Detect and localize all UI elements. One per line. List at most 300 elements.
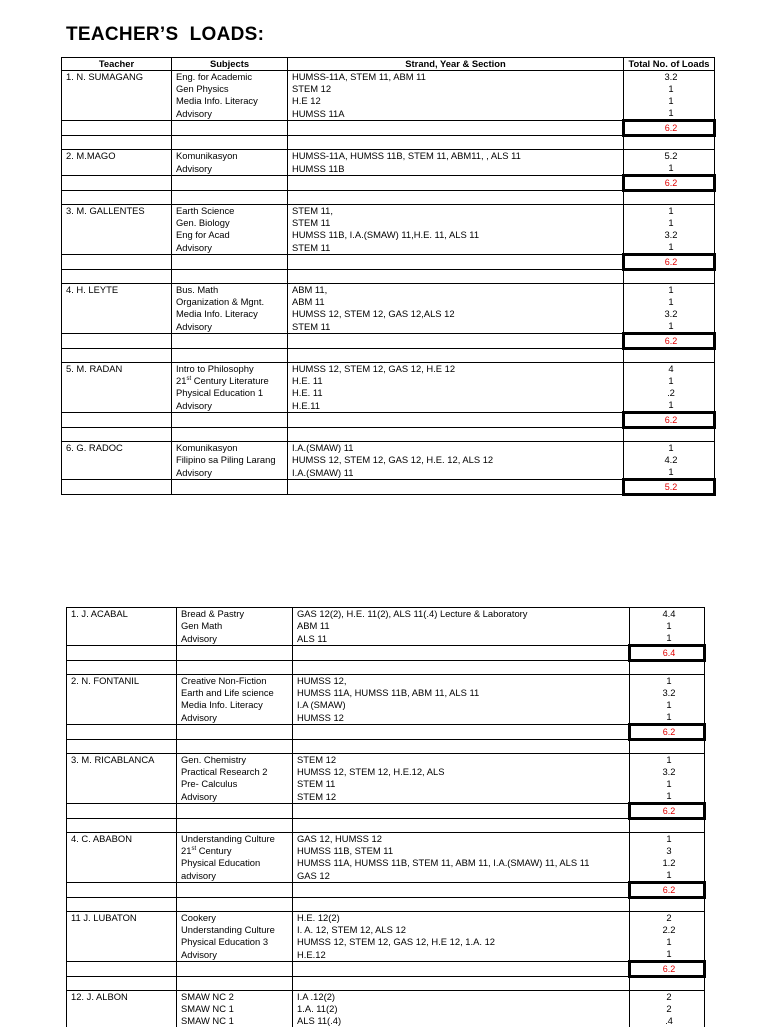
empty-cell xyxy=(177,725,293,740)
subject-cell: Advisory xyxy=(177,790,293,804)
empty-cell xyxy=(288,255,624,270)
empty-cell xyxy=(172,176,288,191)
load-cell: 1 xyxy=(624,241,715,255)
teacher-name-cell xyxy=(67,632,177,646)
empty-cell xyxy=(293,804,630,819)
empty-cell xyxy=(67,962,177,977)
spacer-row xyxy=(67,819,705,833)
strand-cell: GAS 12 xyxy=(293,869,630,883)
load-cell: 1 xyxy=(630,833,705,846)
teacher-name-cell: 1. J. ACABAL xyxy=(67,608,177,621)
teacher-name-cell xyxy=(62,308,172,320)
strand-cell: HUMSS 12, STEM 12, GAS 12, H.E. 12, ALS 12 xyxy=(288,454,624,466)
empty-cell xyxy=(288,270,624,284)
teacher-name-cell: 3. M. GALLENTES xyxy=(62,205,172,218)
table-row xyxy=(67,754,705,767)
empty-cell xyxy=(177,883,293,898)
load-cell: 1 xyxy=(624,95,715,107)
empty-cell xyxy=(177,804,293,819)
empty-cell xyxy=(67,804,177,819)
empty-cell xyxy=(62,270,172,284)
empty-cell xyxy=(630,898,705,912)
subject-cell: Filipino sa Piling Larang xyxy=(172,454,288,466)
subject-cell: Intro to Philosophy xyxy=(172,363,288,376)
teacher-name-cell xyxy=(67,687,177,699)
empty-cell xyxy=(293,962,630,977)
subject-cell: Cookery xyxy=(177,912,293,925)
table-row xyxy=(62,320,715,334)
empty-cell xyxy=(62,334,172,349)
strand-cell: STEM 12 xyxy=(293,790,630,804)
total-load-cell: 5.2 xyxy=(624,480,715,495)
teacher-name-cell: 4. H. LEYTE xyxy=(62,284,172,297)
subject-cell: Creative Non-Fiction xyxy=(177,675,293,688)
total-row xyxy=(67,883,705,898)
teacher-name-cell: 2. N. FONTANIL xyxy=(67,675,177,688)
subject-cell: Understanding Culture xyxy=(177,924,293,936)
load-cell: 1 xyxy=(630,699,705,711)
load-cell: 1 xyxy=(630,869,705,883)
total-load-cell: 6.4 xyxy=(630,646,705,661)
strand-cell: HUMSS 12, STEM 12, H.E.12, ALS xyxy=(293,766,630,778)
strand-cell: HUMSS 12, STEM 12, GAS 12,ALS 12 xyxy=(288,308,624,320)
strand-cell: HUMSS 11A, HUMSS 11B, ABM 11, ALS 11 xyxy=(293,687,630,699)
subject-cell: Komunikasyon xyxy=(172,442,288,455)
load-cell: 3.2 xyxy=(624,71,715,84)
table-row xyxy=(67,766,705,778)
empty-cell xyxy=(67,725,177,740)
load-cell: 4.2 xyxy=(624,454,715,466)
strand-cell: H.E.12 xyxy=(293,948,630,962)
subject-cell: advisory xyxy=(177,869,293,883)
load-cell: 1 xyxy=(624,162,715,176)
subject-cell: Pre- Calculus xyxy=(177,778,293,790)
empty-cell xyxy=(630,977,705,991)
strand-cell: HUMSS 11A xyxy=(288,107,624,121)
subject-cell: Eng for Acad xyxy=(172,229,288,241)
empty-cell xyxy=(172,480,288,495)
subject-cell: Gen. Chemistry xyxy=(177,754,293,767)
strand-cell: HUMSS-11A, STEM 11, ABM 11 xyxy=(288,71,624,84)
teacher-name-cell: 6. G. RADOC xyxy=(62,442,172,455)
load-cell: .4 xyxy=(630,1015,705,1027)
load-cell: 1 xyxy=(630,711,705,725)
table-row xyxy=(62,375,715,387)
empty-cell xyxy=(172,255,288,270)
table-row xyxy=(67,790,705,804)
empty-cell xyxy=(293,740,630,754)
empty-cell xyxy=(67,883,177,898)
strand-cell: STEM 12 xyxy=(288,83,624,95)
empty-cell xyxy=(177,740,293,754)
load-cell: 5.2 xyxy=(624,150,715,163)
load-cell: 1 xyxy=(624,284,715,297)
subject-cell: Eng. for Academic xyxy=(172,71,288,84)
empty-cell xyxy=(288,480,624,495)
empty-cell xyxy=(172,136,288,150)
total-load-cell: 6.2 xyxy=(630,962,705,977)
strand-cell: I.A.(SMAW) 11 xyxy=(288,466,624,480)
empty-cell xyxy=(172,334,288,349)
subject-cell: Advisory xyxy=(172,107,288,121)
load-cell: 3.2 xyxy=(624,308,715,320)
total-load-cell: 6.2 xyxy=(624,121,715,136)
total-load-cell: 6.2 xyxy=(630,725,705,740)
teacher-name-cell xyxy=(62,399,172,413)
strand-cell: HUMSS 11A, HUMSS 11B, STEM 11, ABM 11, I.A.(SMAW) 11, ALS 11 xyxy=(293,857,630,869)
strand-cell: ALS 11(.4) xyxy=(293,1015,630,1027)
empty-cell xyxy=(62,121,172,136)
empty-cell xyxy=(62,136,172,150)
empty-cell xyxy=(293,819,630,833)
empty-cell xyxy=(624,349,715,363)
empty-cell xyxy=(288,121,624,136)
teacher-name-cell xyxy=(67,790,177,804)
strand-cell: HUMSS 12, xyxy=(293,675,630,688)
table-row xyxy=(62,162,715,176)
empty-cell xyxy=(624,136,715,150)
teacher-name-cell xyxy=(62,107,172,121)
strand-cell: STEM 11 xyxy=(288,320,624,334)
table-header-row xyxy=(62,58,715,71)
strand-cell: STEM 11 xyxy=(288,217,624,229)
subject-cell: Advisory xyxy=(172,399,288,413)
table-row xyxy=(67,936,705,948)
empty-cell xyxy=(177,962,293,977)
teacher-name-cell xyxy=(62,375,172,387)
subject-cell: Advisory xyxy=(172,162,288,176)
empty-cell xyxy=(288,191,624,205)
empty-cell xyxy=(288,334,624,349)
subject-cell: SMAW NC 1 xyxy=(177,1003,293,1015)
strand-cell: HUMSS 11B, I.A.(SMAW) 11,H.E. 11, ALS 11 xyxy=(288,229,624,241)
strand-cell: HUMSS-11A, HUMSS 11B, STEM 11, ABM11, , ALS 11 xyxy=(288,150,624,163)
teacher-name-cell: 5. M. RADAN xyxy=(62,363,172,376)
total-row xyxy=(62,334,715,349)
load-cell: 3.2 xyxy=(630,766,705,778)
total-load-cell: 6.2 xyxy=(630,883,705,898)
subject-cell: Media Info. Literacy xyxy=(172,95,288,107)
load-cell: 1 xyxy=(624,205,715,218)
teacher-name-cell xyxy=(67,620,177,632)
table-row xyxy=(67,632,705,646)
empty-cell xyxy=(172,413,288,428)
table-row xyxy=(62,229,715,241)
subject-cell: Advisory xyxy=(172,241,288,255)
empty-cell xyxy=(288,428,624,442)
total-load-cell: 6.2 xyxy=(630,804,705,819)
load-cell: 1 xyxy=(624,399,715,413)
teacher-name-cell: 12. J. ALBON xyxy=(67,991,177,1004)
strand-cell: ABM 11, xyxy=(288,284,624,297)
teacher-name-cell xyxy=(62,162,172,176)
load-cell: 4 xyxy=(624,363,715,376)
subject-cell: Understanding Culture xyxy=(177,833,293,846)
spacer-row xyxy=(62,428,715,442)
strand-cell: HUMSS 11B, STEM 11 xyxy=(293,845,630,857)
empty-cell xyxy=(67,646,177,661)
table-row xyxy=(67,1003,705,1015)
teacher-name-cell xyxy=(67,924,177,936)
load-cell: 1 xyxy=(630,948,705,962)
page-title: TEACHER’S LOADS: xyxy=(66,24,264,46)
load-cell: 1 xyxy=(630,675,705,688)
teacher-name-cell xyxy=(67,766,177,778)
empty-cell xyxy=(288,349,624,363)
strand-cell: HUMSS 12, STEM 12, GAS 12, H.E 12 xyxy=(288,363,624,376)
empty-cell xyxy=(177,977,293,991)
table-row xyxy=(67,991,705,1004)
subject-cell: 21st Century Literature xyxy=(172,375,288,387)
spacer-row xyxy=(62,136,715,150)
total-load-cell: 6.2 xyxy=(624,176,715,191)
teacher-name-cell xyxy=(67,869,177,883)
load-cell: 3.2 xyxy=(630,687,705,699)
table-row xyxy=(62,442,715,455)
table-row xyxy=(67,857,705,869)
empty-cell xyxy=(293,898,630,912)
empty-cell xyxy=(624,191,715,205)
table-row xyxy=(62,399,715,413)
table-row xyxy=(67,620,705,632)
empty-cell xyxy=(67,819,177,833)
empty-cell xyxy=(177,661,293,675)
table-row xyxy=(62,387,715,399)
strand-cell: ALS 11 xyxy=(293,632,630,646)
load-cell: 3.2 xyxy=(624,229,715,241)
load-cell: 3 xyxy=(630,845,705,857)
empty-cell xyxy=(62,176,172,191)
total-load-cell: 6.2 xyxy=(624,255,715,270)
empty-cell xyxy=(67,898,177,912)
total-row xyxy=(62,480,715,495)
teacher-name-cell xyxy=(67,948,177,962)
teacher-name-cell xyxy=(62,296,172,308)
spacer-row xyxy=(67,661,705,675)
teacher-name-cell xyxy=(62,466,172,480)
table-row xyxy=(67,924,705,936)
total-row xyxy=(67,804,705,819)
header-subjects: Subjects xyxy=(172,58,288,71)
table-row xyxy=(67,948,705,962)
teacher-name-cell xyxy=(62,241,172,255)
total-row xyxy=(67,725,705,740)
subject-cell: Advisory xyxy=(177,711,293,725)
strand-cell: HUMSS 12, STEM 12, GAS 12, H.E 12, 1.A. 12 xyxy=(293,936,630,948)
table-row xyxy=(62,296,715,308)
subject-cell: Media Info. Literacy xyxy=(177,699,293,711)
teacher-name-cell xyxy=(67,778,177,790)
total-row xyxy=(67,962,705,977)
subject-cell: Physical Education 3 xyxy=(177,936,293,948)
load-cell: 2 xyxy=(630,912,705,925)
teacher-loads-table-2 xyxy=(66,607,706,1027)
load-cell: 1 xyxy=(630,632,705,646)
empty-cell xyxy=(62,349,172,363)
subject-cell: 21st Century xyxy=(177,845,293,857)
teacher-name-cell xyxy=(62,320,172,334)
subject-cell: Organization & Mgnt. xyxy=(172,296,288,308)
empty-cell xyxy=(624,428,715,442)
subject-cell: Advisory xyxy=(172,466,288,480)
teacher-name-cell xyxy=(62,454,172,466)
empty-cell xyxy=(624,270,715,284)
empty-cell xyxy=(177,819,293,833)
teacher-name-cell xyxy=(62,95,172,107)
total-row xyxy=(62,413,715,428)
empty-cell xyxy=(172,121,288,136)
subject-cell: Physical Education xyxy=(177,857,293,869)
subject-cell: Advisory xyxy=(177,948,293,962)
load-cell: 1 xyxy=(630,778,705,790)
teacher-name-cell: 2. M.MAGO xyxy=(62,150,172,163)
empty-cell xyxy=(293,646,630,661)
subject-cell: Practical Research 2 xyxy=(177,766,293,778)
teacher-name-cell xyxy=(62,217,172,229)
table-row xyxy=(62,454,715,466)
strand-cell: I. A. 12, STEM 12, ALS 12 xyxy=(293,924,630,936)
strand-cell: ABM 11 xyxy=(288,296,624,308)
spacer-row xyxy=(67,977,705,991)
subject-cell: Gen. Biology xyxy=(172,217,288,229)
strand-cell: ABM 11 xyxy=(293,620,630,632)
table-row xyxy=(67,869,705,883)
table-row xyxy=(62,466,715,480)
empty-cell xyxy=(288,136,624,150)
subject-cell: Bread & Pastry xyxy=(177,608,293,621)
spacer-row xyxy=(62,349,715,363)
empty-cell xyxy=(62,413,172,428)
empty-cell xyxy=(630,661,705,675)
load-cell: 1 xyxy=(624,466,715,480)
total-row xyxy=(62,121,715,136)
teacher-name-cell xyxy=(67,857,177,869)
empty-cell xyxy=(630,819,705,833)
strand-cell: STEM 12 xyxy=(293,754,630,767)
total-row xyxy=(62,255,715,270)
empty-cell xyxy=(62,480,172,495)
table-row xyxy=(67,778,705,790)
table-row xyxy=(62,150,715,163)
empty-cell xyxy=(293,977,630,991)
load-cell: 1 xyxy=(624,107,715,121)
strand-cell: STEM 11 xyxy=(288,241,624,255)
strand-cell: STEM 11 xyxy=(293,778,630,790)
empty-cell xyxy=(293,725,630,740)
table-row xyxy=(62,205,715,218)
strand-cell: HUMSS 12 xyxy=(293,711,630,725)
table-row xyxy=(67,699,705,711)
teacher-name-cell xyxy=(62,83,172,95)
strand-cell: GAS 12(2), H.E. 11(2), ALS 11(.4) Lecture & Laboratory xyxy=(293,608,630,621)
spacer-row xyxy=(67,898,705,912)
table-row xyxy=(67,608,705,621)
empty-cell xyxy=(630,740,705,754)
empty-cell xyxy=(293,661,630,675)
load-cell: 1 xyxy=(624,442,715,455)
strand-cell: H.E. 12(2) xyxy=(293,912,630,925)
teacher-name-cell xyxy=(67,711,177,725)
table-row xyxy=(67,912,705,925)
table-row xyxy=(62,284,715,297)
spacer-row xyxy=(67,740,705,754)
subject-cell: Gen Math xyxy=(177,620,293,632)
table-row xyxy=(67,687,705,699)
strand-cell: STEM 11, xyxy=(288,205,624,218)
teacher-name-cell xyxy=(67,936,177,948)
teacher-name-cell: 1. N. SUMAGANG xyxy=(62,71,172,84)
table-row xyxy=(67,1015,705,1027)
teacher-name-cell xyxy=(67,1003,177,1015)
empty-cell xyxy=(288,413,624,428)
load-cell: 1 xyxy=(624,217,715,229)
table-row xyxy=(62,308,715,320)
load-cell: 1 xyxy=(624,296,715,308)
subject-cell: Advisory xyxy=(177,632,293,646)
subject-cell: Gen Physics xyxy=(172,83,288,95)
load-cell: 2 xyxy=(630,991,705,1004)
load-cell: 2 xyxy=(630,1003,705,1015)
header-total-loads: Total No. of Loads xyxy=(624,58,715,71)
total-load-cell: 6.2 xyxy=(624,413,715,428)
teacher-name-cell xyxy=(62,229,172,241)
teacher-name-cell xyxy=(67,699,177,711)
subject-cell: Komunikasyon xyxy=(172,150,288,163)
teacher-name-cell: 11 J. LUBATON xyxy=(67,912,177,925)
empty-cell xyxy=(177,898,293,912)
empty-cell xyxy=(172,349,288,363)
teacher-name-cell xyxy=(67,1015,177,1027)
spacer-row xyxy=(62,191,715,205)
subject-cell: SMAW NC 2 xyxy=(177,991,293,1004)
strand-cell: H.E. 11 xyxy=(288,387,624,399)
load-cell: 1 xyxy=(624,375,715,387)
strand-cell: H.E.11 xyxy=(288,399,624,413)
empty-cell xyxy=(177,646,293,661)
strand-cell: I.A (SMAW) xyxy=(293,699,630,711)
subject-cell: Advisory xyxy=(172,320,288,334)
load-cell: 1 xyxy=(624,83,715,95)
teacher-name-cell xyxy=(67,845,177,857)
subject-cell: Physical Education 1 xyxy=(172,387,288,399)
spacer-row xyxy=(62,270,715,284)
strand-cell: I.A.(SMAW) 11 xyxy=(288,442,624,455)
load-cell: .2 xyxy=(624,387,715,399)
strand-cell: GAS 12, HUMSS 12 xyxy=(293,833,630,846)
load-cell: 4.4 xyxy=(630,608,705,621)
table-body xyxy=(62,71,715,495)
subject-cell: Bus. Math xyxy=(172,284,288,297)
empty-cell xyxy=(62,255,172,270)
strand-cell: 1.A. 11(2) xyxy=(293,1003,630,1015)
table-body xyxy=(67,608,705,1027)
teacher-name-cell: 4. C. ABABON xyxy=(67,833,177,846)
subject-cell: Earth and Life science xyxy=(177,687,293,699)
load-cell: 1 xyxy=(624,320,715,334)
table-row xyxy=(67,833,705,846)
table-row xyxy=(67,711,705,725)
empty-cell xyxy=(172,428,288,442)
total-row xyxy=(67,646,705,661)
empty-cell xyxy=(293,883,630,898)
strand-cell: I.A .12(2) xyxy=(293,991,630,1004)
subject-cell: SMAW NC 1 xyxy=(177,1015,293,1027)
empty-cell xyxy=(67,977,177,991)
header-strand: Strand, Year & Section xyxy=(288,58,624,71)
load-cell: 1.2 xyxy=(630,857,705,869)
header-teacher: Teacher xyxy=(62,58,172,71)
subject-cell: Media Info. Literacy xyxy=(172,308,288,320)
